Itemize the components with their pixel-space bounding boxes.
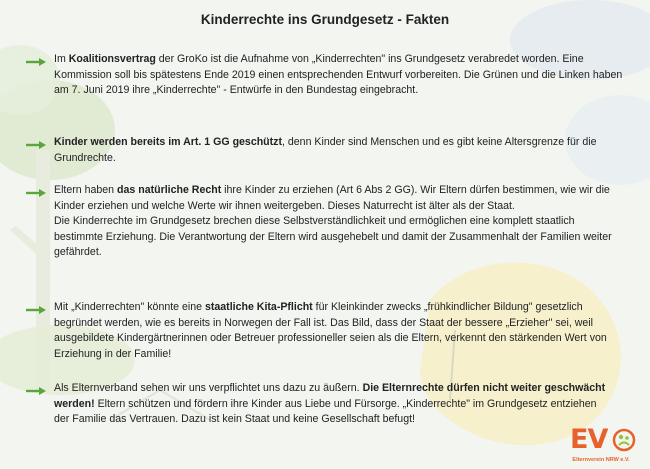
paragraph-text: Eltern schützen und fördern ihre Kinder aus Liebe und Fürsorge. „Kinderrechte" im Grundgesetz entziehen der Familie das Vertrauen. Dazu ist kein Staat und keine Gesellschaft befugt! (54, 397, 597, 426)
paragraph-text: Im (54, 53, 69, 65)
paragraph-text: , denn Kinder sind Menschen und es gibt keine Altersgrenze für die Grundrechte. (54, 136, 597, 164)
paragraph-text: Als Elternverband sehen wir uns verpflichtet uns dazu zu äußern. (54, 382, 363, 394)
arrow-icon (26, 305, 48, 315)
arrow-icon (26, 386, 48, 396)
paragraph-text: für Kleinkinder zwecks „frühkindlicher Bildung" gesetzlich begründet werden, wie es bereits in Norwegen der Fall ist. Das Bild, dass der Staat der bessere „Erzieher" sei, weil ausgebildete Kindergärtnerinnen oder Betreuer professioneller seien als die Eltern, verkennt den stärkenden Wert von Erziehung in der Familie! (54, 301, 607, 360)
paragraph-text: Eltern haben (54, 184, 118, 196)
paragraph-bold: Koalitionsvertrag (68, 53, 156, 65)
paragraph-natural-right (54, 183, 624, 261)
paragraph-text: der GroKo ist die Aufnahme von „Kinderrechten" ins Grundgesetz verabredet worden. Eine Kommission soll bis spätestens Ende 2019 einen entsprechenden Entwurf vorbereiten. Die Grünen und die Linken haben am 7. Juni 2019 ihre „Kinderrechte" - Entwürfe in den Bundestag eingebracht. (54, 53, 623, 97)
logo-subtitle: Elternverein NRW e.V. (572, 457, 630, 463)
arrow-icon (26, 140, 48, 150)
paragraph-bold: staatliche Kita-Pflicht (204, 301, 313, 313)
paragraph-bold: Die Elternrechte dürfen nicht weiter geschwächt werden! (54, 382, 606, 410)
paragraph-parents-association (54, 381, 614, 428)
paragraph-bold: Kinder werden bereits im Art. 1 GG geschützt (54, 136, 283, 148)
paragraph-kita (54, 300, 624, 362)
elternverein-logo (562, 424, 640, 466)
paragraph-coalition (54, 52, 624, 99)
paragraph-text: Mit „Kinderrechten" könnte eine (54, 301, 205, 313)
family-icon (612, 428, 636, 452)
logo-mark: EV (570, 424, 608, 455)
paragraph-text: ihre Kinder zu erziehen (Art 6 Abs 2 GG). Wir Eltern dürfen bestimmen, wie wir die Kinder erziehen und welche Werte wir ihnen weitergeben. Dieses Naturrecht ist älter als der Staat. (54, 184, 610, 212)
paragraph-bold: das natürliche Recht (117, 184, 222, 196)
arrow-icon (26, 188, 48, 198)
arrow-icon (26, 57, 48, 67)
paragraph-art1 (54, 135, 624, 166)
paragraph-text: Die Kinderrechte im Grundgesetz brechen diese Selbstverständlichkeit und ermöglichen eine komplett staatlich bestimmte Erziehung. Die Verantwortung der Eltern wird ausgehebelt und damit der Zusammenhalt der Familien weiter gefährdet. (54, 215, 612, 259)
page-title: Kinderrechte ins Grundgesetz - Fakten (200, 12, 450, 27)
